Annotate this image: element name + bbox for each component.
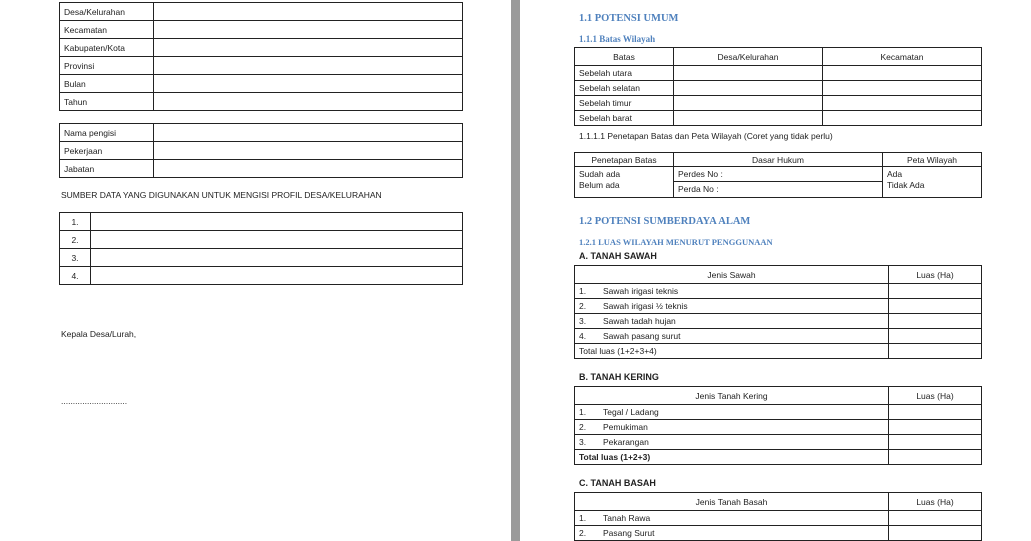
heading-batas-wilayah: 1.1.1 Batas Wilayah — [579, 34, 656, 44]
source-heading: SUMBER DATA YANG DIGUNAKAN UNTUK MENGISI PROFIL DESA/KELURAHAN — [61, 190, 382, 200]
heading-potensi-sda: 1.2 POTENSI SUMBERDAYA ALAM — [579, 216, 751, 227]
input-cell[interactable] — [154, 39, 463, 57]
table-row: 1. Tegal / Ladang — [575, 405, 982, 420]
table-row: 3. Sawah tadah hujan — [575, 314, 982, 329]
signature-label: Kepala Desa/Lurah, — [61, 329, 137, 339]
kering-total: Total luas (1+2+3) — [575, 450, 889, 465]
table-row: Jenis Tanah Basah Luas (Ha) — [575, 493, 982, 511]
table-row — [60, 160, 463, 178]
table-row: Jenis Sawah Luas (Ha) — [575, 266, 982, 284]
heading-luas-wilayah: 1.2.1 LUAS WILAYAH MENURUT PENGGUNAAN — [579, 237, 773, 247]
table-row: 4. — [60, 267, 463, 285]
input-cell[interactable] — [154, 3, 463, 21]
left-page — [0, 0, 511, 541]
table-row — [60, 57, 463, 75]
sawah-total: Total luas (1+2+3+4) — [575, 344, 889, 359]
source-table — [59, 212, 463, 285]
basah-title: C. TANAH BASAH — [579, 478, 656, 488]
location-info-table — [59, 2, 463, 111]
input-cell[interactable] — [154, 57, 463, 75]
table-row: Batas Desa/Kelurahan Kecamatan — [575, 48, 982, 66]
input-cell[interactable] — [91, 213, 463, 231]
table-row — [60, 3, 463, 21]
label-pekerjaan: Pekerjaan — [60, 142, 154, 160]
input-cell[interactable] — [91, 231, 463, 249]
table-row: 4. Sawah pasang surut — [575, 329, 982, 344]
table-row: 1. — [60, 213, 463, 231]
table-row — [575, 344, 982, 359]
penetapan-table — [574, 152, 982, 198]
table-row: Jenis Tanah Kering Luas (Ha) — [575, 387, 982, 405]
label-bulan: Bulan — [60, 75, 154, 93]
input-cell[interactable] — [154, 75, 463, 93]
label-tahun: Tahun — [60, 93, 154, 111]
basah-table — [574, 492, 982, 541]
label-kecamatan: Kecamatan — [60, 21, 154, 39]
input-cell[interactable] — [154, 124, 463, 142]
table-row: 2. Pemukiman — [575, 420, 982, 435]
table-row: Sudah ada Belum ada Perdes No : Perda No : Ada Tidak Ada — [575, 167, 982, 198]
table-row — [60, 21, 463, 39]
input-cell[interactable] — [154, 21, 463, 39]
signature-line: ............................ — [61, 396, 128, 406]
table-row — [575, 450, 982, 465]
input-cell[interactable] — [91, 267, 463, 285]
table-row — [60, 39, 463, 57]
label-desa: Desa/Kelurahan — [60, 3, 154, 21]
input-cell[interactable] — [154, 142, 463, 160]
sawah-title: A. TANAH SAWAH — [579, 251, 657, 261]
input-cell[interactable] — [91, 249, 463, 267]
right-page — [520, 0, 1031, 541]
heading-penetapan: 1.1.1.1 Penetapan Batas dan Peta Wilayah (Coret yang tidak perlu) — [579, 131, 833, 141]
label-nama-pengisi: Nama pengisi — [60, 124, 154, 142]
table-row: 2. — [60, 231, 463, 249]
table-row — [60, 75, 463, 93]
heading-potensi-umum: 1.1 POTENSI UMUM — [579, 13, 679, 24]
table-row: Sebelah barat — [575, 111, 982, 126]
input-cell[interactable] — [154, 160, 463, 178]
table-row: Sebelah timur — [575, 96, 982, 111]
label-jabatan: Jabatan — [60, 160, 154, 178]
kering-table — [574, 386, 982, 465]
table-row: 1. Tanah Rawa — [575, 511, 982, 526]
table-row: Sebelah selatan — [575, 81, 982, 96]
table-row: 2. Pasang Surut — [575, 526, 982, 541]
label-provinsi: Provinsi — [60, 57, 154, 75]
sawah-table — [574, 265, 982, 359]
input-cell[interactable] — [154, 93, 463, 111]
table-row — [60, 124, 463, 142]
table-row — [60, 142, 463, 160]
kering-title: B. TANAH KERING — [579, 372, 659, 382]
batas-table — [574, 47, 982, 126]
table-row: 3. Pekarangan — [575, 435, 982, 450]
label-kabupaten: Kabupaten/Kota — [60, 39, 154, 57]
table-row: 3. — [60, 249, 463, 267]
table-row: 1. Sawah irigasi teknis — [575, 284, 982, 299]
filler-info-table — [59, 123, 463, 178]
table-row: 2. Sawah irigasi ½ teknis — [575, 299, 982, 314]
table-row: Sebelah utara — [575, 66, 982, 81]
table-row: Penetapan Batas Dasar Hukum Peta Wilayah — [575, 153, 982, 167]
table-row — [60, 93, 463, 111]
